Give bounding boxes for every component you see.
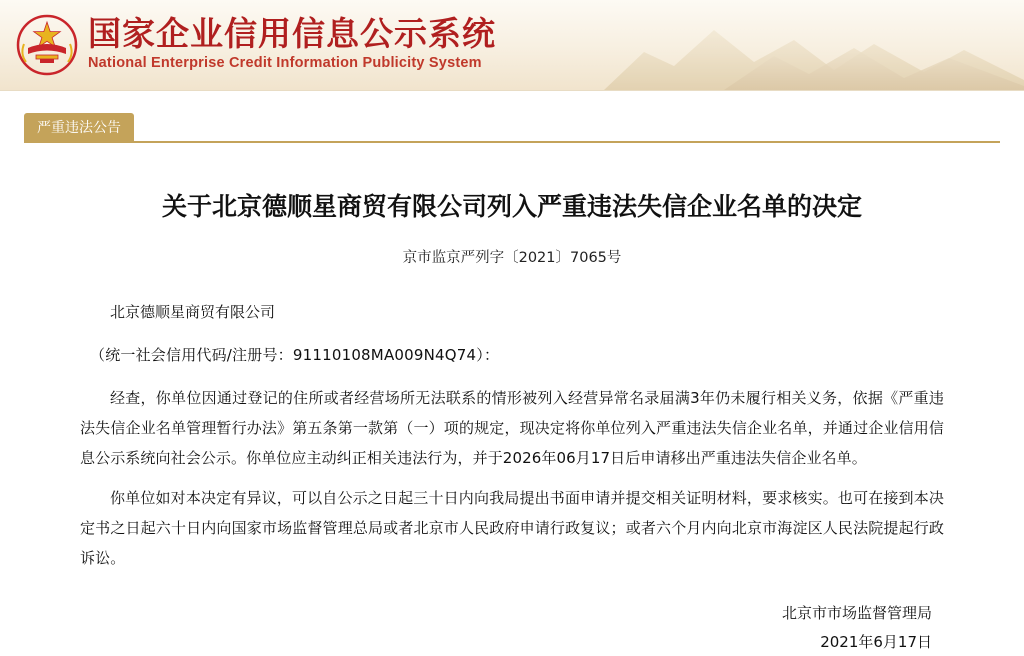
decision-document [0,149,1024,656]
header-inner [0,0,1024,90]
site-title-en: National Enterprise Credit Information Publicity System [88,53,496,75]
tab-bar [0,91,1024,149]
document-number: 京市监京严列字〔2021〕7065号 [80,246,944,267]
header-titles [88,15,496,75]
signature-block [80,599,944,656]
issue-date: 2021年6月17日 [80,628,932,656]
issuing-authority: 北京市市场监督管理局 [80,599,932,628]
site-header [0,0,1024,91]
site-title-cn: 国家企业信用信息公示系统 [88,15,496,53]
recipient-company-name: 北京德顺星商贸有限公司 [80,301,944,322]
page-title: 关于北京德顺星商贸有限公司列入严重违法失信企业名单的决定 [80,189,944,224]
body-paragraph-1: 经查，你单位因通过登记的住所或者经营场所无法联系的情形被列入经营异常名录届满3年仍未履行相关义务，依据《严重违法失信企业名单管理暂行办法》第五条第一款第（一）项的规定，现决定将你单位列入严重违法失信企业名单，并通过企业信用信息公示系统向社会公示。你单位应主动纠正相关违法行为，并于2026年06月17日后申请移出严重违法失信企业名单。 [80,383,944,473]
national-emblem-icon [16,14,78,76]
body-paragraph-2: 你单位如对本决定有异议，可以自公示之日起三十日内向我局提出书面申请并提交相关证明材料，要求核实。也可在接到本决定书之日起六十日内向国家市场监督管理总局或者北京市人民政府申请行政复议；或者六个月内向北京市海淀区人民法院提起行政诉讼。 [80,483,944,573]
credit-code-line: （统一社会信用代码/注册号：91110108MA009N4Q74）： [80,344,944,365]
tab-serious-violation-notice[interactable]: 严重违法公告 [24,113,134,143]
tab-bar-underline [24,141,1000,143]
